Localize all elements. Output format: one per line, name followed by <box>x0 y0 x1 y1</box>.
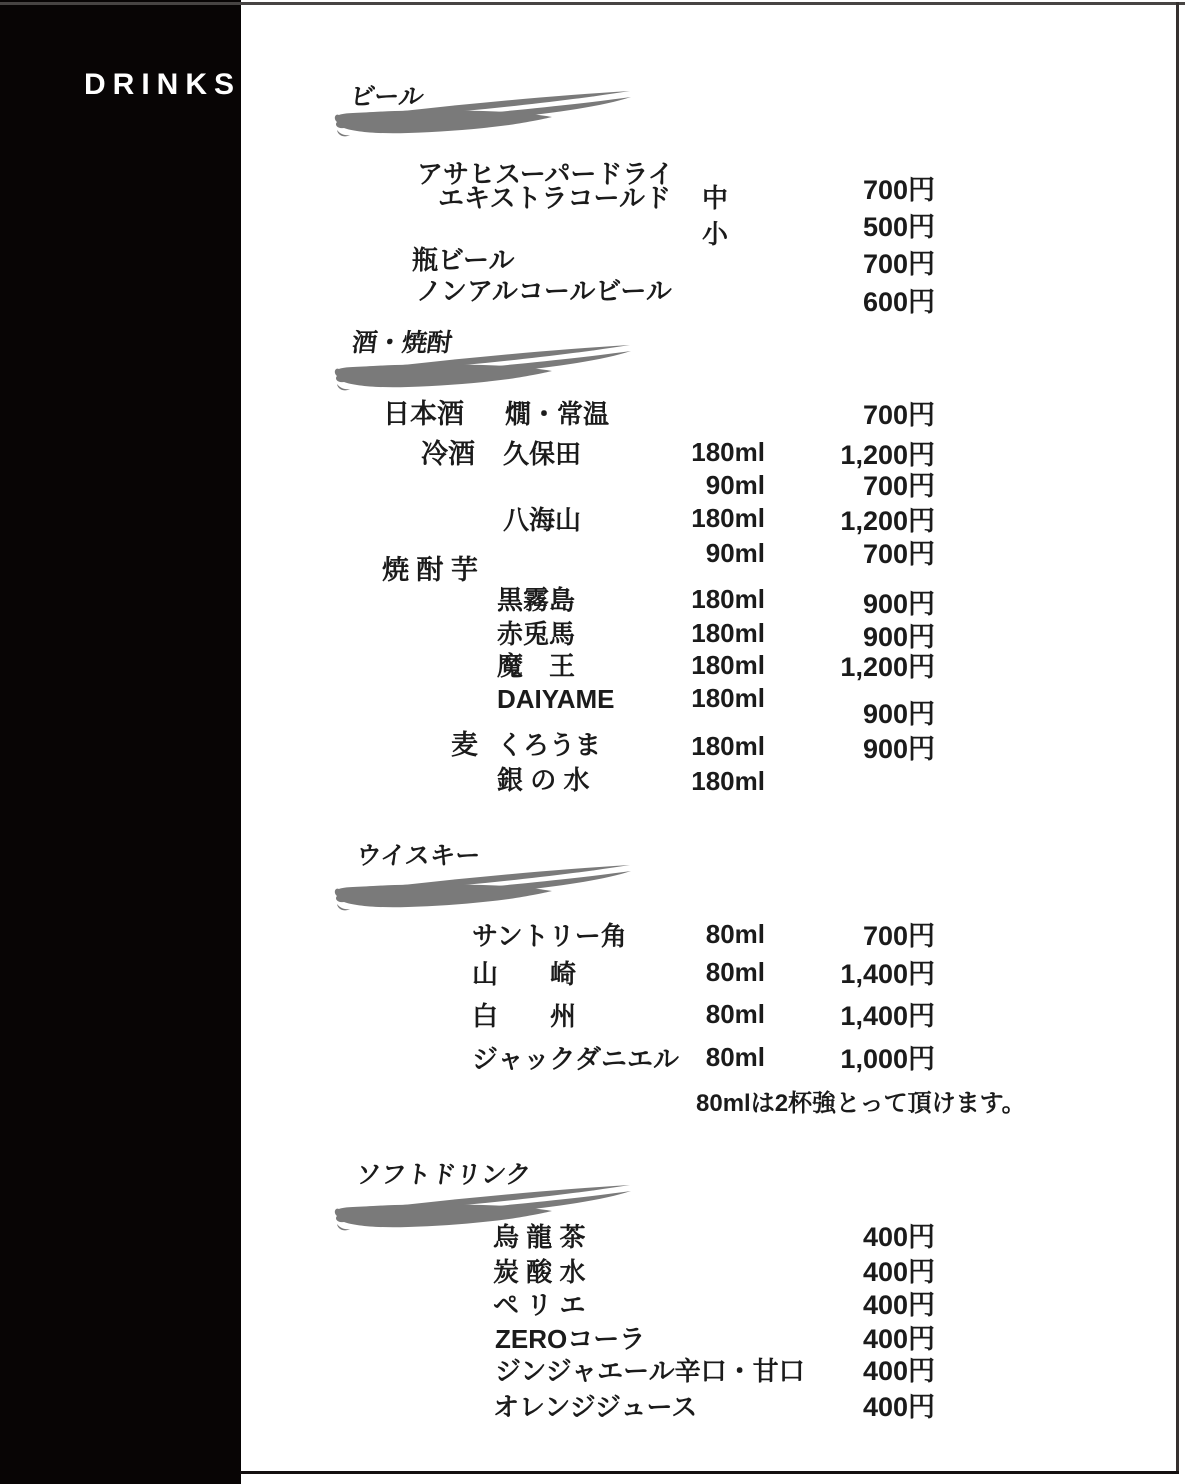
item-name: 炭 酸 水 <box>493 1257 586 1287</box>
item-name: 黒霧島 <box>497 585 576 615</box>
item-price: 700円 <box>862 175 935 205</box>
section-heading-beer: ビール <box>348 83 426 111</box>
item-size-label: 小 <box>702 219 729 249</box>
item-size: 180ml <box>691 650 765 680</box>
item-price: 400円 <box>862 1290 935 1320</box>
item-name: オレンジジュース <box>493 1392 698 1422</box>
section-heading-whisky: ウイスキー <box>354 842 482 870</box>
item-name: 瓶ビール <box>412 245 515 275</box>
item-name: サントリー角 <box>472 921 627 951</box>
section-heading-softdrink: ソフトドリンク <box>354 1161 533 1189</box>
item-size: 180ml <box>691 618 765 648</box>
item-name: アサヒスーパードライ <box>417 159 674 189</box>
item-name: 久保田 <box>503 439 582 469</box>
item-name: 銀 の 水 <box>497 765 590 795</box>
sidebar <box>0 0 241 1484</box>
item-price: 700円 <box>862 539 935 569</box>
item-size: 180ml <box>691 766 765 796</box>
item-size: 180ml <box>691 683 765 713</box>
item-category: 日本酒 <box>383 399 464 429</box>
item-name: DAIYAME <box>497 684 615 714</box>
item-size: 80ml <box>705 957 765 987</box>
item-size-label: 中 <box>702 183 729 213</box>
item-price: 600円 <box>862 287 935 317</box>
page-title: DRINKS <box>84 68 242 101</box>
item-price: 1,000円 <box>840 1044 935 1074</box>
item-price: 900円 <box>862 589 935 619</box>
page-border-right <box>1176 2 1179 1473</box>
item-price: 700円 <box>862 249 935 279</box>
item-name: くろうま <box>497 730 602 760</box>
item-name: ZEROコーラ <box>495 1324 646 1354</box>
item-price: 1,200円 <box>840 440 935 470</box>
item-name: ジンジャエール辛口・甘口 <box>495 1356 805 1386</box>
item-price: 1,200円 <box>840 506 935 536</box>
item-size: 80ml <box>705 999 765 1029</box>
item-price: 700円 <box>862 921 935 951</box>
item-size: 180ml <box>691 731 765 761</box>
item-price: 900円 <box>862 699 935 729</box>
item-price: 400円 <box>862 1324 935 1354</box>
item-size: 80ml <box>705 919 765 949</box>
page-border-top <box>0 2 1185 5</box>
item-name: 赤兎馬 <box>497 619 576 649</box>
item-name: ジャックダニエル <box>472 1044 679 1074</box>
item-price: 400円 <box>862 1356 935 1386</box>
item-category: 焼 酎 芋 <box>382 555 479 585</box>
item-size: 180ml <box>691 503 765 533</box>
brush-stroke <box>333 1182 633 1232</box>
item-size: 80ml <box>705 1042 765 1072</box>
item-price: 700円 <box>862 400 935 430</box>
item-price: 1,400円 <box>840 959 935 989</box>
item-category: 麦 <box>451 730 478 760</box>
item-size: 180ml <box>691 584 765 614</box>
item-category: 冷酒 <box>421 439 475 469</box>
item-price: 400円 <box>862 1392 935 1422</box>
page-border-bottom <box>240 1471 1179 1474</box>
item-price: 900円 <box>862 622 935 652</box>
item-size: 180ml <box>691 437 765 467</box>
item-name: エキストラコールド <box>438 183 671 213</box>
whisky-note: 80mlは2杯強とって頂けます。 <box>696 1090 1026 1117</box>
item-price: 400円 <box>862 1222 935 1252</box>
item-price: 1,400円 <box>840 1001 935 1031</box>
item-name: 白 州 <box>472 1001 577 1031</box>
item-price: 900円 <box>862 734 935 764</box>
item-name: 魔 王 <box>497 651 576 681</box>
item-name: 烏 龍 茶 <box>493 1222 586 1252</box>
item-name: 八海山 <box>503 505 582 535</box>
item-name: 山 崎 <box>472 959 577 989</box>
item-price: 500円 <box>862 212 935 242</box>
item-name: ノンアルコールビール <box>416 276 672 306</box>
section-heading-sake: 酒・焼酎 <box>350 329 454 357</box>
item-name: ペ リ エ <box>493 1290 586 1320</box>
item-price: 400円 <box>862 1257 935 1287</box>
item-price: 1,200円 <box>840 652 935 682</box>
item-name: 燗・常温 <box>505 399 610 429</box>
item-size: 90ml <box>705 470 765 500</box>
item-price: 700円 <box>862 471 935 501</box>
item-size: 90ml <box>705 538 765 568</box>
